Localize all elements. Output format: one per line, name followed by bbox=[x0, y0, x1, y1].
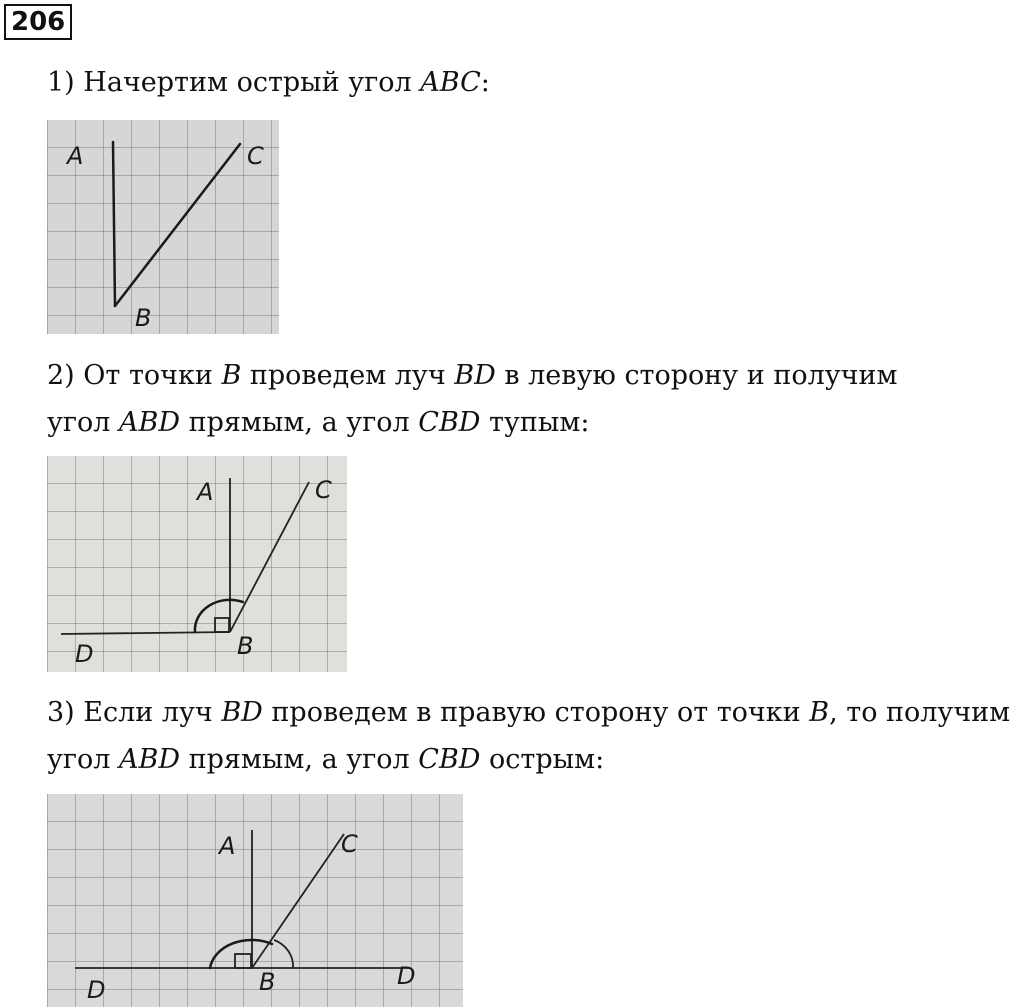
angle-arc bbox=[195, 600, 243, 632]
step2-t5: прямым, а угол bbox=[180, 407, 419, 438]
step3-v1: BD bbox=[221, 697, 263, 728]
step3-line1 bbox=[47, 696, 1010, 730]
label-a: A bbox=[197, 478, 214, 506]
step2-t6: тупым: bbox=[480, 407, 590, 438]
label-c: C bbox=[315, 476, 332, 504]
right-angle-mark bbox=[235, 954, 251, 968]
step3-t3: , то получим bbox=[829, 697, 1010, 728]
right-angle-mark bbox=[215, 618, 229, 632]
label-d: D bbox=[75, 640, 94, 668]
step2-t2: проведем луч bbox=[241, 360, 455, 391]
step2-line1 bbox=[47, 359, 897, 393]
step2-v2: BD bbox=[454, 360, 496, 391]
step3-line2 bbox=[47, 743, 604, 777]
label-d-right: D bbox=[397, 962, 416, 990]
step1-angle: ABC bbox=[420, 67, 481, 98]
step2-v4: CBD bbox=[418, 407, 481, 438]
photo-obtuse-angle-cbd bbox=[47, 456, 347, 672]
label-a: A bbox=[67, 142, 84, 170]
step2-v1: B bbox=[221, 360, 242, 391]
label-d-left: D bbox=[87, 976, 106, 1004]
step1-text bbox=[47, 66, 490, 100]
step2-v3: ABD bbox=[119, 407, 181, 438]
step3-v3: ABD bbox=[119, 744, 181, 775]
photo-acute-angle-abc bbox=[47, 120, 279, 334]
step2-t1: 2) От точки bbox=[47, 360, 222, 391]
ray-bc bbox=[252, 834, 344, 968]
step1-suffix: : bbox=[480, 67, 490, 98]
step3-t6: острым: bbox=[480, 744, 605, 775]
step3-t2: проведем в правую сторону от точки bbox=[262, 697, 810, 728]
ray-bc bbox=[230, 482, 309, 632]
angle-arc-cbd bbox=[274, 940, 293, 968]
step2-t4: угол bbox=[47, 407, 120, 438]
acute-angle-cbd-drawing bbox=[47, 794, 463, 1007]
ray-bc bbox=[115, 144, 240, 306]
label-b: B bbox=[237, 632, 254, 660]
label-b: B bbox=[135, 304, 152, 332]
acute-angle-drawing bbox=[47, 120, 279, 334]
step2-t3: в левую сторону и получим bbox=[495, 360, 898, 391]
ray-ba bbox=[113, 142, 115, 306]
obtuse-angle-drawing bbox=[47, 456, 347, 672]
photo-acute-angle-cbd bbox=[47, 794, 463, 1007]
ray-bd bbox=[61, 632, 230, 634]
label-b: B bbox=[259, 968, 276, 996]
step3-v2: B bbox=[809, 697, 830, 728]
label-c: C bbox=[341, 830, 358, 858]
step3-t5: прямым, а угол bbox=[180, 744, 419, 775]
problem-number: 206 bbox=[4, 4, 72, 40]
step3-t4: угол bbox=[47, 744, 120, 775]
step3-v4: CBD bbox=[418, 744, 481, 775]
label-a: A bbox=[219, 832, 236, 860]
step1-prefix: 1) Начертим острый угол bbox=[47, 67, 421, 98]
step2-line2 bbox=[47, 406, 589, 440]
step3-t1: 3) Если луч bbox=[47, 697, 222, 728]
label-c: C bbox=[247, 142, 264, 170]
